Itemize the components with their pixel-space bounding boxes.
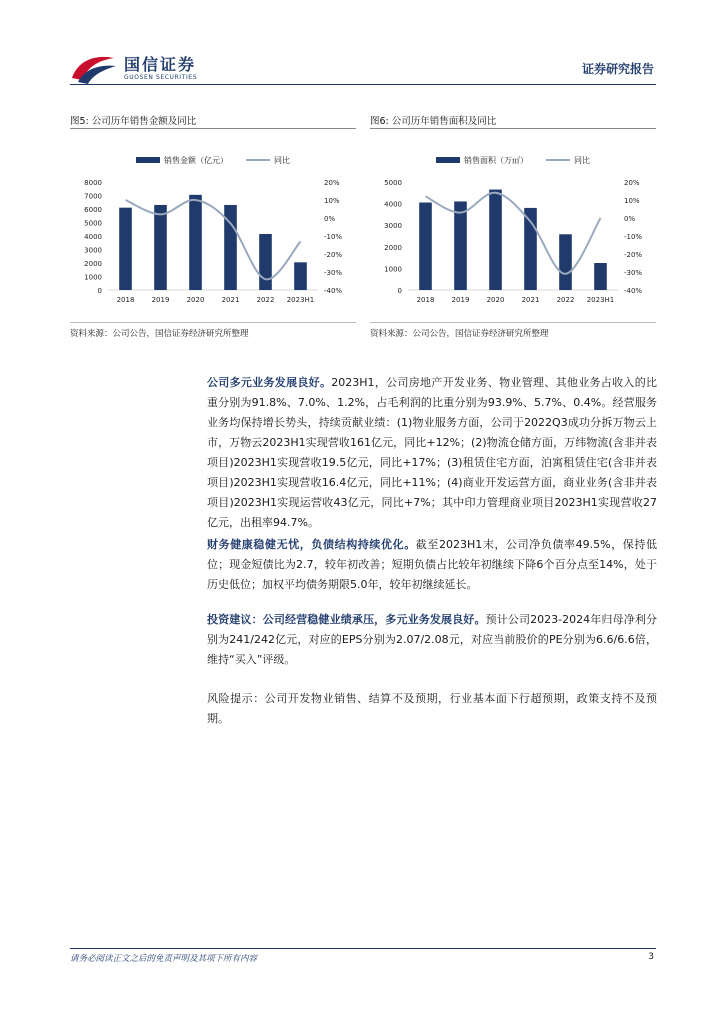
report-type: 证券研究报告 — [581, 62, 654, 76]
figure-5-title: 图5: 公司历年销售金额及同比 — [70, 116, 197, 127]
right-axis-tick: -20% — [324, 251, 343, 259]
figure-5-bottom-rule — [70, 322, 356, 323]
x-axis-tick: 2022 — [556, 296, 575, 304]
left-axis-tick: 6000 — [84, 206, 102, 214]
paragraph-finance-text: 截至2023H1末，公司净负债率49.5%，保持低位；现金短债比为2.7，较年初改善；短期负债占比较年初继续下降6个百分点至14%，处于历史低位；加权平均债务期限5.0年，较年初继续延长。 — [207, 538, 657, 591]
figure-6-title: 图6: 公司历年销售面积及同比 — [370, 116, 497, 127]
legend-line-label: 同比 — [574, 156, 590, 165]
paragraph-finance — [207, 535, 657, 595]
x-axis-tick: 2019 — [151, 296, 170, 304]
figure-5-source: 资料来源：公司公告，国信证券经济研究所整理 — [70, 329, 249, 339]
right-axis-tick: 10% — [324, 197, 340, 205]
paragraph-investment — [207, 610, 657, 670]
left-axis-tick: 7000 — [84, 192, 102, 201]
yoy-line-series — [426, 193, 601, 274]
yoy-line-series — [126, 200, 301, 279]
bar-2022 — [559, 234, 572, 290]
legend-bar-label: 销售面积（万㎡） — [464, 156, 528, 165]
figure-6-chart — [370, 140, 660, 315]
right-axis-tick: 0% — [324, 215, 336, 223]
left-axis-tick: 5000 — [384, 179, 402, 187]
left-axis-tick: 4000 — [384, 200, 402, 209]
header-divider — [70, 84, 656, 85]
right-axis-tick: -20% — [624, 251, 643, 259]
figure-6-bottom-rule — [370, 322, 656, 323]
x-axis-tick: 2019 — [451, 296, 470, 304]
paragraph-investment-text: 预计公司2023-2024年归母净利分别为241/242亿元，对应的EPS分别为2.07/2.08元，对应当前股价的PE分别为6.6/6.6倍，维持“买入”评级。 — [207, 613, 657, 666]
left-axis-tick: 1000 — [384, 265, 402, 274]
right-axis-tick: 10% — [624, 197, 640, 205]
logo-en-text: GUOSEN SECURITIES — [124, 74, 198, 81]
legend-bar-swatch — [436, 157, 460, 163]
x-axis-tick: 2023H1 — [586, 296, 615, 304]
bar-2018 — [419, 203, 432, 290]
bar-2019 — [454, 201, 467, 290]
figure-6-source: 资料来源：公司公告，国信证券经济研究所整理 — [370, 329, 549, 339]
x-axis-tick: 2020 — [486, 296, 505, 304]
paragraph-risk-text: 公司开发物业销售、结算不及预期，行业基本面下行超预期，政策支持不及预期。 — [207, 692, 657, 725]
bar-2023H1 — [594, 263, 607, 290]
footer-disclaimer: 请务必阅读正文之后的免责声明及其项下所有内容 — [70, 954, 258, 964]
bar-2022 — [259, 234, 272, 290]
left-axis-tick: 0 — [397, 287, 402, 295]
paragraph-risk-lead: 风险提示： — [207, 692, 265, 705]
bar-2023H1 — [294, 262, 307, 290]
x-axis-tick: 2021 — [221, 296, 240, 304]
bar-2020 — [189, 195, 202, 290]
right-axis-tick: -10% — [324, 233, 343, 241]
paragraph-business-lead: 公司多元业务发展良好。 — [207, 376, 332, 389]
bar-2019 — [154, 205, 167, 290]
left-axis-tick: 1000 — [84, 273, 102, 282]
bar-2020 — [489, 190, 502, 290]
left-axis-tick: 2000 — [384, 243, 402, 252]
paragraph-business-text: 2023H1，公司房地产开发业务、物业管理、其他业务占收入的比重分别为91.8%、7.0%、1.2%，占毛利润的比重分别为93.9%、5.7%、0.4%。经营服务业务均保持增长势头，持续贡献业绩：(1)物业服务方面，公司于2022Q3成功分拆万物云上市，万物云2023H1实现营收161亿元，同比+12%；(2)物流仓储方面，万纬物流(含非并表项目)2023H1实现营收19.5亿元，同比+17%；(3)租赁住宅方面，泊寓租赁住宅(含非并表项目)2023H1实现营收16.4亿元，同比+11%；(4)商业开发运营方面，商业业务(含非并表项目)2023H1实现运营收43亿元，同比+7%；其中印力管理商业项目2023H1实现营收27亿元，出租率94.7%。 — [207, 376, 657, 529]
figure-6-rule — [370, 128, 656, 129]
paragraph-finance-lead: 财务健康稳健无忧，负债结构持续优化。 — [207, 538, 416, 551]
guosen-logo-icon — [70, 50, 118, 84]
figure-5-rule — [70, 128, 356, 129]
left-axis-tick: 2000 — [84, 260, 102, 268]
page-number: 3 — [648, 952, 654, 962]
x-axis-tick: 2023H1 — [286, 296, 315, 304]
legend-bar-label: 销售金额（亿元） — [164, 156, 228, 165]
legend-line-label: 同比 — [274, 156, 290, 165]
right-axis-tick: 20% — [324, 179, 340, 187]
x-axis-tick: 2018 — [416, 296, 435, 304]
left-axis-tick: 3000 — [384, 222, 402, 231]
logo-cn-text: 国信证券 — [124, 55, 197, 74]
right-axis-tick: -40% — [624, 287, 643, 295]
left-axis-tick: 4000 — [84, 233, 102, 241]
right-axis-tick: -30% — [324, 269, 343, 277]
right-axis-tick: -10% — [624, 233, 643, 241]
paragraph-investment-lead: 投资建议：公司经营稳健业绩承压，多元业务发展良好。 — [207, 613, 486, 626]
figure-5-chart — [70, 140, 360, 315]
bar-2018 — [119, 208, 132, 290]
paragraph-risk — [207, 689, 657, 729]
left-axis-tick: 0 — [97, 287, 102, 295]
left-axis-tick: 5000 — [84, 219, 102, 228]
right-axis-tick: 20% — [624, 179, 640, 187]
right-axis-tick: 0% — [624, 215, 636, 223]
x-axis-tick: 2021 — [521, 296, 540, 304]
right-axis-tick: -40% — [324, 287, 343, 295]
paragraph-business — [207, 373, 657, 533]
left-axis-tick: 3000 — [84, 246, 102, 255]
legend-bar-swatch — [136, 157, 160, 163]
left-axis-tick: 8000 — [84, 179, 102, 187]
x-axis-tick: 2020 — [186, 296, 205, 304]
x-axis-tick: 2018 — [116, 296, 135, 304]
footer-divider — [70, 948, 656, 949]
x-axis-tick: 2022 — [256, 296, 275, 304]
company-logo — [70, 50, 220, 88]
right-axis-tick: -30% — [624, 269, 643, 277]
